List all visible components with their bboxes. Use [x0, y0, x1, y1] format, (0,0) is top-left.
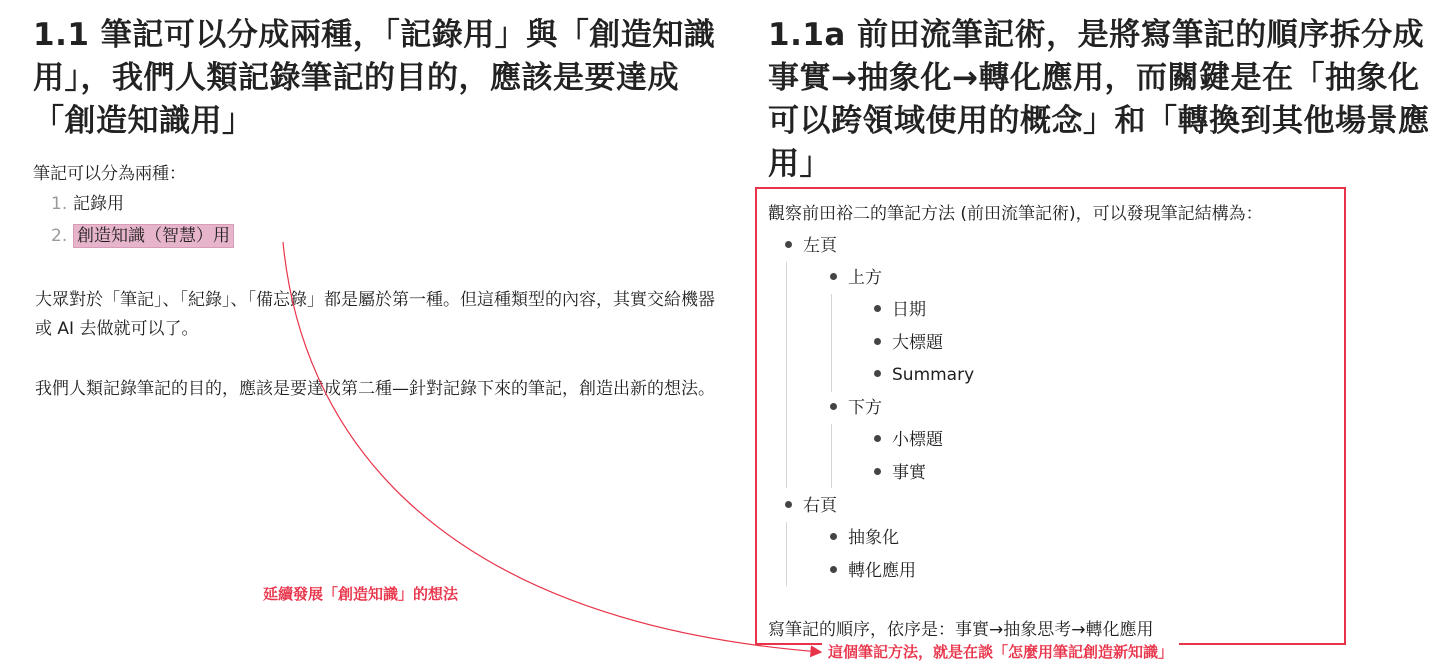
tree-item-label: 轉化應用 — [848, 561, 916, 581]
annotation-label: 這個筆記方法，就是在談「怎麼用筆記創造新知識」 — [822, 642, 1179, 662]
right-heading: 1.1a 前田流筆記術，是將寫筆記的順序拆分成事實→抽象化→轉化應用，而關鍵是在「抽象化可以跨領域使用的概念」和「轉換到其他場景應用」 — [768, 17, 1430, 182]
tree-item-label: 右頁 — [803, 496, 837, 516]
tree-item-label: 左頁 — [803, 236, 837, 256]
paragraph: 大眾對於「筆記」、「紀錄」、「備忘錄」都是屬於第一種。但這種類型的內容，其實交給機器或 AI 去做就可以了。 — [35, 290, 715, 339]
list-item-label: 記錄用 — [73, 194, 124, 214]
summary-line: 寫筆記的順序，依序是：事實→抽象思考→轉化應用 — [768, 620, 1154, 640]
highlighted-list-item-label[interactable]: 創造知識（智慧）用 — [73, 224, 234, 248]
annotation-label: 延續發展「創造知識」的想法 — [263, 585, 459, 603]
right-intro-text: 觀察前田裕二的筆記方法 (前田流筆記術)，可以發現筆記結構為： — [768, 204, 1263, 224]
tree-item-label: 日期 — [892, 300, 926, 320]
tree-item-label: 事實 — [892, 463, 926, 483]
tree-item-label: 大標題 — [892, 333, 943, 353]
paragraph: 我們人類記錄筆記的目的，應該是要達成第二種—針對記錄下來的筆記，創造出新的想法。 — [35, 379, 715, 399]
tree-item-label: 抽象化 — [848, 528, 899, 548]
left-intro-text: 筆記可以分為兩種： — [33, 164, 186, 184]
list-number: 2. — [51, 226, 68, 246]
tree-item-label: 小標題 — [892, 430, 943, 450]
tree-item-label: 上方 — [848, 268, 882, 288]
left-heading: 1.1 筆記可以分成兩種，「記錄用」與「創造知識用」，我們人類記錄筆記的目的，應該是要達成「創造知識用」 — [33, 17, 716, 139]
tree-item-label: Summary — [892, 365, 975, 385]
tree-item-label: 下方 — [848, 398, 882, 418]
list-number: 1. — [51, 194, 68, 214]
